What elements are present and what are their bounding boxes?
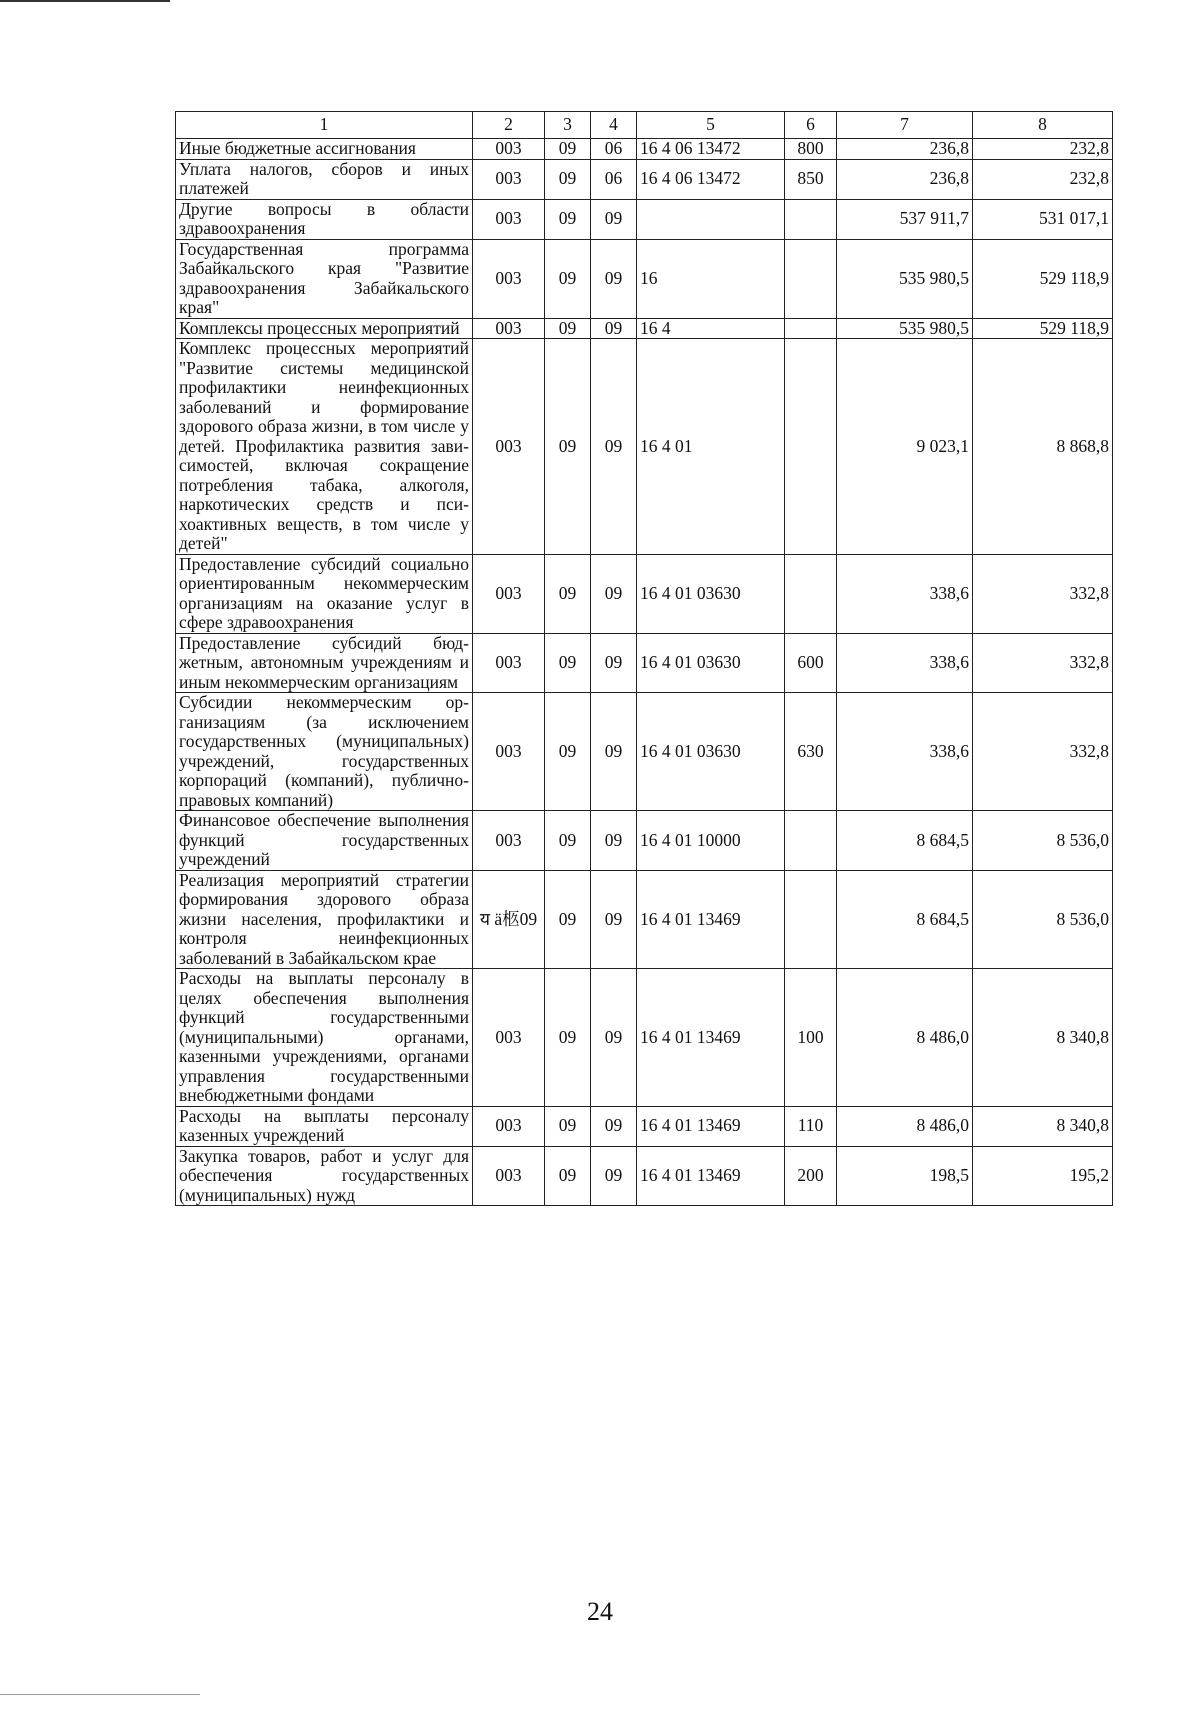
section-code-cell: 003 — [473, 554, 545, 633]
amount-col7-cell: 236,8 — [837, 159, 973, 199]
table-row — [176, 633, 1113, 693]
chapter-code-cell: 09 — [545, 693, 591, 811]
target-article-cell: 16 4 01 03630 — [637, 693, 785, 811]
subsection-code-cell: 06 — [591, 159, 637, 199]
chapter-code-cell: 09 — [545, 554, 591, 633]
chapter-code-cell: 09 — [545, 1146, 591, 1206]
amount-col7-cell: 338,6 — [837, 633, 973, 693]
section-code-cell: 003 — [473, 199, 545, 239]
amount-col8-cell: 8 340,8 — [973, 969, 1113, 1107]
column-header: 2 — [473, 112, 545, 139]
subsection-code-cell: 09 — [591, 693, 637, 811]
section-code-cell: 003 — [473, 339, 545, 555]
expense-type-cell: 200 — [785, 1146, 837, 1206]
target-article-cell — [637, 199, 785, 239]
table-row — [176, 554, 1113, 633]
amount-col7-cell: 9 023,1 — [837, 339, 973, 555]
chapter-code-cell: 09 — [545, 139, 591, 160]
row-name-cell: Государственная программа Забайкальского края "Развитие здравоохранения Забайкальского края" — [176, 239, 473, 318]
amount-col8-cell: 531 017,1 — [973, 199, 1113, 239]
target-article-cell: 16 4 01 13469 — [637, 969, 785, 1107]
section-code-cell: 003 — [473, 139, 545, 160]
target-article-cell: 16 4 — [637, 318, 785, 339]
row-name-cell: Расходы на выплаты персоналу казенных учреждений — [176, 1106, 473, 1146]
chapter-code-cell: 09 — [545, 159, 591, 199]
amount-col7-cell: 8 486,0 — [837, 1106, 973, 1146]
amount-col8-cell: 529 118,9 — [973, 239, 1113, 318]
target-article-cell: 16 — [637, 239, 785, 318]
amount-col8-cell: 195,2 — [973, 1146, 1113, 1206]
subsection-code-cell: 09 — [591, 554, 637, 633]
subsection-code-cell: 06 — [591, 139, 637, 160]
expense-type-cell: 800 — [785, 139, 837, 160]
amount-col8-cell: 8 340,8 — [973, 1106, 1113, 1146]
expense-type-cell: 100 — [785, 969, 837, 1107]
amount-col8-cell: 232,8 — [973, 139, 1113, 160]
expense-type-cell: 600 — [785, 633, 837, 693]
amount-col7-cell: 535 980,5 — [837, 239, 973, 318]
column-header: 7 — [837, 112, 973, 139]
row-name-cell: Уплата налогов, сборов и иных платежей — [176, 159, 473, 199]
target-article-cell: 16 4 01 03630 — [637, 633, 785, 693]
row-name-cell: Комплексы процессных мероприятий — [176, 318, 473, 339]
column-header: 3 — [545, 112, 591, 139]
subsection-code-cell: 09 — [591, 339, 637, 555]
chapter-code-cell: 09 — [545, 339, 591, 555]
subsection-code-cell: 09 — [591, 318, 637, 339]
amount-col7-cell: 535 980,5 — [837, 318, 973, 339]
expense-type-cell: 630 — [785, 693, 837, 811]
subsection-code-cell: 09 — [591, 633, 637, 693]
section-code-cell: 003 — [473, 1146, 545, 1206]
subsection-code-cell: 09 — [591, 1106, 637, 1146]
table-row — [176, 693, 1113, 811]
expense-type-cell: 850 — [785, 159, 837, 199]
subsection-code-cell: 09 — [591, 870, 637, 969]
row-name-cell: Предоставление субсидий бюджетным, автономным учреждениям и иным некоммерческим организациям — [176, 633, 473, 693]
amount-col8-cell: 332,8 — [973, 693, 1113, 811]
table-row — [176, 1106, 1113, 1146]
row-name-cell: Предоставление субсидий социально ориентированным некоммерческим организациям на оказание услуг в сфере здравоохранения — [176, 554, 473, 633]
chapter-code-cell: 09 — [545, 199, 591, 239]
table-row — [176, 318, 1113, 339]
table-row — [176, 969, 1113, 1107]
target-article-cell: 16 4 01 10000 — [637, 811, 785, 871]
amount-col7-cell: 8 486,0 — [837, 969, 973, 1107]
section-code-cell: 003 — [473, 693, 545, 811]
target-article-cell: 16 4 01 — [637, 339, 785, 555]
amount-col8-cell: 232,8 — [973, 159, 1113, 199]
expense-type-cell — [785, 239, 837, 318]
expense-type-cell: 110 — [785, 1106, 837, 1146]
section-code-cell: य ä柩09 — [473, 870, 545, 969]
chapter-code-cell: 09 — [545, 969, 591, 1107]
chapter-code-cell: 09 — [545, 239, 591, 318]
amount-col7-cell: 198,5 — [837, 1146, 973, 1206]
table-row — [176, 870, 1113, 969]
amount-col7-cell: 8 684,5 — [837, 870, 973, 969]
expense-type-cell — [785, 811, 837, 871]
section-code-cell: 003 — [473, 318, 545, 339]
table-row — [176, 159, 1113, 199]
chapter-code-cell: 09 — [545, 633, 591, 693]
expense-type-cell — [785, 554, 837, 633]
section-code-cell: 003 — [473, 811, 545, 871]
amount-col8-cell: 8 868,8 — [973, 339, 1113, 555]
subsection-code-cell: 09 — [591, 969, 637, 1107]
amount-col7-cell: 338,6 — [837, 554, 973, 633]
column-header: 6 — [785, 112, 837, 139]
amount-col8-cell: 529 118,9 — [973, 318, 1113, 339]
target-article-cell: 16 4 01 13469 — [637, 1106, 785, 1146]
subsection-code-cell: 09 — [591, 1146, 637, 1206]
amount-col7-cell: 8 684,5 — [837, 811, 973, 871]
target-article-cell: 16 4 06 13472 — [637, 139, 785, 160]
amount-col8-cell: 8 536,0 — [973, 870, 1113, 969]
row-name-cell: Комплекс процессных мероприятий "Развитие системы медицинской профилактики неинфекционных заболеваний и формирование здорового образа жизни, в том числе у детей. Профилактика развития зависимостей, включая сокращение потребления табака, алкоголя, наркотических средств и психоактивных веществ, в том числе у детей" — [176, 339, 473, 555]
row-name-cell: Реализация мероприятий стратегии формирования здорового образа жизни населения, профилактики и контроля неинфекционных заболеваний в Забайкальском крае — [176, 870, 473, 969]
column-header: 4 — [591, 112, 637, 139]
amount-col7-cell: 537 911,7 — [837, 199, 973, 239]
section-code-cell: 003 — [473, 1106, 545, 1146]
amount-col8-cell: 332,8 — [973, 633, 1113, 693]
table-row — [176, 199, 1113, 239]
section-code-cell: 003 — [473, 633, 545, 693]
table-row — [176, 811, 1113, 871]
section-code-cell: 003 — [473, 969, 545, 1107]
chapter-code-cell: 09 — [545, 1106, 591, 1146]
column-header: 1 — [176, 112, 473, 139]
expense-type-cell — [785, 339, 837, 555]
amount-col7-cell: 338,6 — [837, 693, 973, 811]
chapter-code-cell: 09 — [545, 318, 591, 339]
budget-table — [175, 111, 1113, 1206]
table-header-row — [176, 112, 1113, 139]
expense-type-cell — [785, 199, 837, 239]
chapter-code-cell: 09 — [545, 811, 591, 871]
column-header: 8 — [973, 112, 1113, 139]
table-row — [176, 339, 1113, 555]
subsection-code-cell: 09 — [591, 239, 637, 318]
target-article-cell: 16 4 01 13469 — [637, 870, 785, 969]
section-code-cell: 003 — [473, 239, 545, 318]
target-article-cell: 16 4 01 03630 — [637, 554, 785, 633]
row-name-cell: Иные бюджетные ассигнования — [176, 139, 473, 160]
scan-edge-line-bottom — [0, 1694, 200, 1695]
table-row — [176, 1146, 1113, 1206]
page-number: 24 — [587, 1597, 613, 1626]
target-article-cell: 16 4 01 13469 — [637, 1146, 785, 1206]
subsection-code-cell: 09 — [591, 811, 637, 871]
scan-edge-line — [0, 0, 170, 2]
row-name-cell: Закупка товаров, работ и услуг для обеспечения государственных (муниципальных) нужд — [176, 1146, 473, 1206]
table-row — [176, 239, 1113, 318]
subsection-code-cell: 09 — [591, 199, 637, 239]
amount-col7-cell: 236,8 — [837, 139, 973, 160]
chapter-code-cell: 09 — [545, 870, 591, 969]
column-header: 5 — [637, 112, 785, 139]
section-code-cell: 003 — [473, 159, 545, 199]
amount-col8-cell: 8 536,0 — [973, 811, 1113, 871]
amount-col8-cell: 332,8 — [973, 554, 1113, 633]
expense-type-cell — [785, 870, 837, 969]
target-article-cell: 16 4 06 13472 — [637, 159, 785, 199]
expense-type-cell — [785, 318, 837, 339]
row-name-cell: Расходы на выплаты персоналу в целях обеспечения выполнения функций государственными (муниципальными) органами, казенными учреждениями, органами управления государственными внебюджетными фондами — [176, 969, 473, 1107]
row-name-cell: Финансовое обеспечение выполнения функций государственных учреждений — [176, 811, 473, 871]
row-name-cell: Субсидии некоммерческим организациям (за исключением государственных (муниципальных) учреждений, государственных корпораций (компаний), публично-правовых компаний) — [176, 693, 473, 811]
table-row — [176, 139, 1113, 160]
row-name-cell: Другие вопросы в области здравоохранения — [176, 199, 473, 239]
